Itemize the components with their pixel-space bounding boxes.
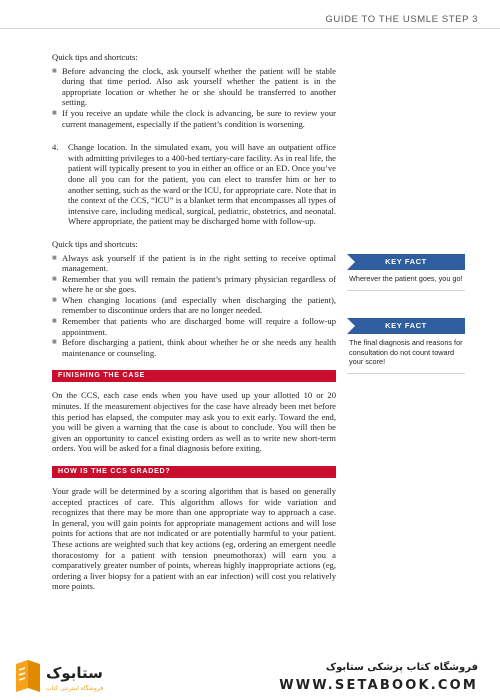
store-name: فروشگاه کتاب پزشکی ستابوک: [325, 662, 478, 673]
list-item: ■ When changing locations (and especially when discharging the patient), remember to discontinue orders that are no longer needed.: [52, 294, 336, 316]
bullet-icon: ■: [52, 107, 57, 117]
header-rule: [0, 28, 500, 29]
footer-banner: [0, 652, 500, 700]
key-fact-label: KEY FACT: [347, 318, 465, 334]
main-column: [52, 52, 336, 598]
setabook-logo-icon: [10, 656, 130, 696]
bullet-icon: ■: [52, 294, 57, 304]
key-fact-text: Wherever the patient goes, you go!: [347, 270, 465, 291]
bullet-icon: ■: [52, 65, 57, 75]
key-fact-box: [347, 254, 465, 291]
finishing-paragraph: On the CCS, each case ends when you have used up your allotted 10 or 20 minutes. If the measurement objectives for the case have already been met before this period has elapsed, the computer may ask you to exit early. Toward the end, you will be given a warning that the case is about to conclude. You will then be given an opportunity to cancel existing orders as well as to write new short-term orders. You will be asked for a final diagnosis before exiting.: [52, 390, 336, 454]
graded-paragraph: Your grade will be determined by a scoring algorithm that is based on generally accepted practices of care. This algorithm allows for wide variation and recognizes that there may be more than one appropriate way to approach a case. In general, you will gain points for appropriate management actions and will lose points for actions that are not indicated or are potentially harmful to your patient. These actions are weighted such that key actions (eg, ordering an emergent needle thoracostomy for a patient with tension pneumothorax) will earn you a comparatively greater number of points, whereas highly inappropriate actions (eg, ordering a liver biopsy for a patient with an ear infection) will cost you relatively more points.: [52, 486, 336, 592]
svg-text:ستابوک: ستابوک: [46, 664, 103, 682]
change-location-item: [52, 142, 336, 227]
bullet-icon: ■: [52, 337, 57, 347]
list-item: ■ Remember that you will remain the patient’s primary physician regardless of where he or she goes.: [52, 273, 336, 295]
list-item: ■ If you receive an update while the clock is advancing, be sure to review your current management, especially if the patient’s condition is worsening.: [52, 107, 336, 129]
tips-list: [52, 66, 336, 130]
tips-heading: Quick tips and shortcuts:: [52, 238, 138, 249]
tips-heading: Quick tips and shortcuts:: [52, 52, 138, 62]
list-item: ■ Before advancing the clock, ask yourself whether the patient will be stable during that time period. Also ask yourself whether the patient is in the appropriate location or whether he or she should be transferred to another setting.: [52, 65, 336, 108]
svg-text:فروشگاه اینترنتی کتاب: فروشگاه اینترنتی کتاب: [46, 685, 104, 692]
item-text: Change location. In the simulated exam, you will have an outpatient office with admitting privileges to a 400-bed tertiary-care facility. As in real life, the patient will typically present to you in either an office or an ED. Once you’ve done all you can for the patient, you can elect to transfer him or her to another setting, such as the ward or the ICU, for appropriate care. Note that in the context of the CCS, “ICU” is a blanket term that encompasses all types of intensive care, including medical, surgical, pediatric, obstetrics, and neonatal. Where appropriate, the patient may be discharged home with follow-up.: [68, 142, 336, 227]
key-fact-box: [347, 318, 465, 374]
list-item: ■ Before discharging a patient, think about whether he or she needs any health maintenance or counseling.: [52, 337, 336, 358]
section-heading-graded: HOW IS THE CCS GRADED?: [52, 466, 336, 478]
key-fact-text: The final diagnosis and reasons for consultation do not count toward your score!: [347, 334, 465, 374]
bullet-icon: ■: [52, 316, 57, 326]
list-item: ■ Remember that patients who are discharged home will require a follow-up appointment.: [52, 316, 336, 337]
list-item: ■ Always ask yourself if the patient is in the right setting to receive optimal management.: [52, 252, 336, 274]
item-number: 4.: [52, 142, 59, 153]
store-url-link[interactable]: WWW.SETABOOK.COM: [279, 678, 478, 693]
section-heading-finishing: FINISHING THE CASE: [52, 370, 336, 382]
bullet-icon: ■: [52, 252, 57, 262]
bullet-icon: ■: [52, 273, 57, 283]
running-head: GUIDE TO THE USMLE STEP 3: [325, 14, 478, 25]
key-fact-label: KEY FACT: [347, 254, 465, 270]
tips-list: [52, 253, 336, 359]
